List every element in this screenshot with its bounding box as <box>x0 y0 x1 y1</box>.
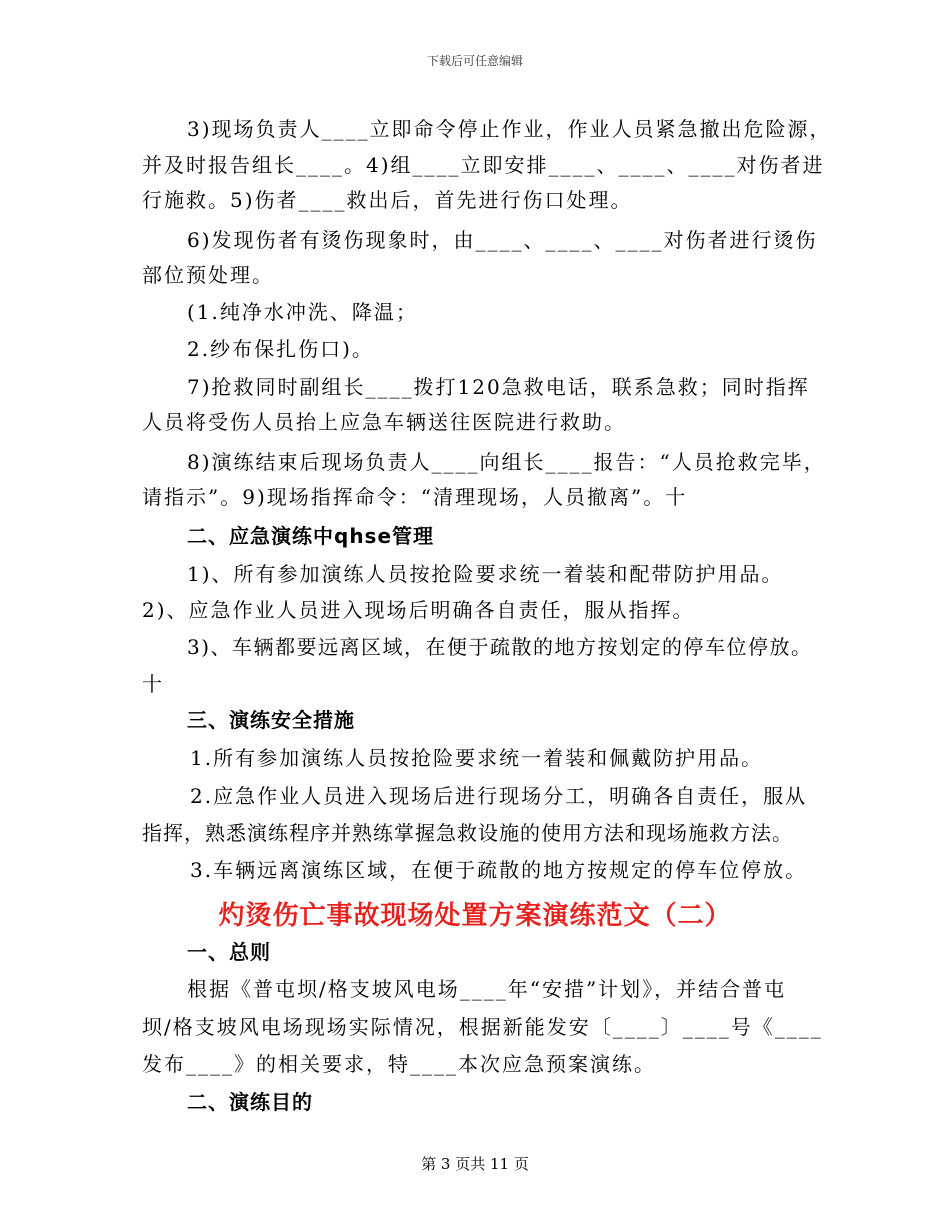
paragraph-line: 指挥，熟悉演练程序并熟练掌握急救设施的使用方法和现场施救方法。 <box>142 821 793 845</box>
paragraph-line: 3.车辆远离演练区域，在便于疏散的地方按规定的停车位停放。 <box>190 858 808 882</box>
paragraph-line: 发布____》的相关要求，特____本次应急预案演练。 <box>142 1052 656 1076</box>
paragraph-line: 行施救。5)伤者____救出后，首先进行伤口处理。 <box>142 188 633 212</box>
paragraph-line: 8)演练结束后现场负责人____向组长____报告：“人员抢救完毕， <box>187 450 826 474</box>
paragraph-line: 1.所有参加演练人员按抢险要求统一着装和佩戴防护用品。 <box>190 746 764 770</box>
paragraph-line: 坝/格支坡风电场现场实际情况，根据新能发安〔____〕____号《____ <box>142 1015 823 1039</box>
paragraph-line: (1.纯净水冲洗、降温； <box>187 300 418 324</box>
paragraph-line: 7)抢救同时副组长____拨打120急救电话，联系急救；同时指挥 <box>187 375 810 399</box>
paragraph-line: 根据《普屯坝/格支坡风电场____年“安措”计划》，并结合普屯 <box>187 977 787 1001</box>
paragraph-line: 3)、车辆都要远离区域，在便于疏散的地方按划定的停车位停放。 <box>187 635 813 659</box>
paragraph-line: 2)、应急作业人员进入现场后明确各自责任，服从指挥。 <box>142 598 695 622</box>
paragraph-line: 并及时报告组长____。4)组____立即安排____、____、____对伤者进 <box>142 153 825 177</box>
section-heading: 三、演练安全措施 <box>187 708 355 732</box>
section-heading: 二、演练目的 <box>187 1090 313 1114</box>
paragraph-line: 2.纱布保扎伤口)。 <box>187 337 374 361</box>
paragraph-line: 2.应急作业人员进入现场后进行现场分工，明确各自责任，服从 <box>190 784 808 808</box>
page-header: 下载后可任意编辑 <box>426 54 523 68</box>
paragraph-line: 人员将受伤人员抬上应急车辆送往医院进行救助。 <box>142 410 626 434</box>
paragraph-line: 3)现场负责人____立即命令停止作业，作业人员紧急撤出危险源， <box>187 117 832 141</box>
paragraph-line: 6)发现伤者有烫伤现象时，由____、____、____对伤者进行烫伤 <box>187 228 818 252</box>
paragraph-line: 十 <box>142 672 164 696</box>
section-heading: 二、应急演练中qhse管理 <box>187 524 435 548</box>
section-heading: 一、总则 <box>187 940 271 964</box>
paragraph-line: 部位预处理。 <box>142 263 274 287</box>
paragraph-line: 1)、所有参加演练人员按抢险要求统一着装和配带防护用品。 <box>187 562 784 586</box>
document-title: 灼烫伤亡事故现场处置方案演练范文（二） <box>218 901 732 931</box>
paragraph-line: 请指示”。9)现场指挥命令：“清理现场，人员撤离”。十 <box>142 485 688 509</box>
page-footer: 第 3 页共 11 页 <box>421 1155 529 1173</box>
